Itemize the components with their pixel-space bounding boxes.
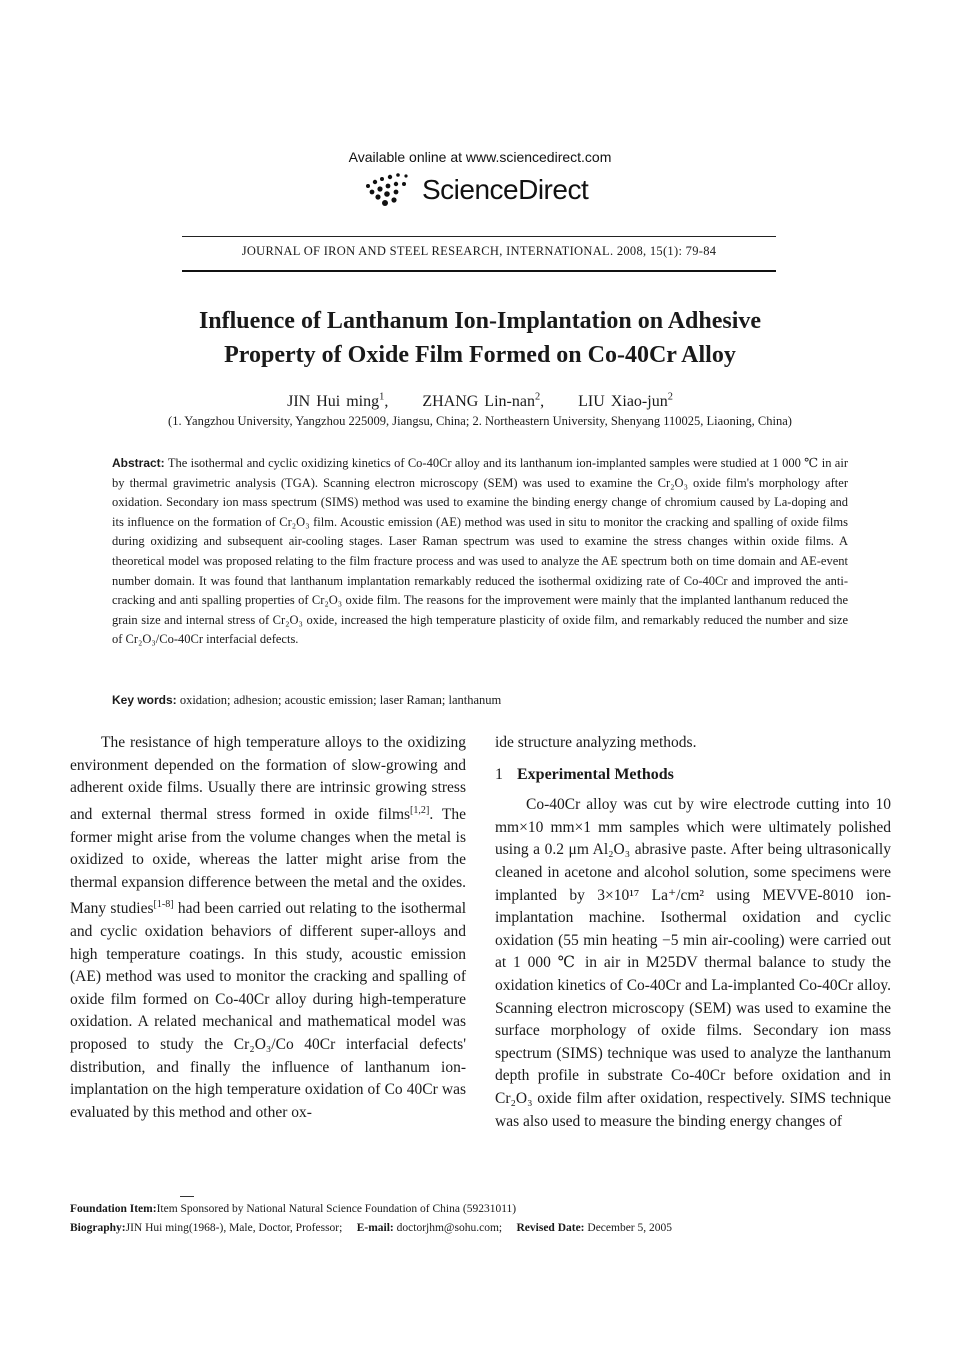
- section-title: Experimental Methods: [517, 765, 674, 783]
- sciencedirect-dots-icon: [360, 172, 416, 210]
- author: ZHANG Lin-nan$^2$,: [422, 392, 545, 411]
- footnote-rule: [180, 1196, 194, 1197]
- journal-citation: JOURNAL OF IRON AND STEEL RESEARCH, INTERNATIONAL. 2008, 15(1): 79-84: [241, 244, 717, 258]
- biography-footnote: [70, 1222, 910, 1234]
- sciencedirect-logo: [360, 170, 620, 214]
- citation[interactable]: [1,2]: [410, 804, 430, 816]
- revised-date-text: December 5, 2005: [587, 1222, 673, 1234]
- available-online-note: Available online at www.sciencedirect.com: [348, 149, 612, 165]
- title-line-2: Property of Oxide Film Formed on Co-40Cr Alloy: [224, 342, 736, 368]
- journal-rule-top: [182, 236, 776, 237]
- sciencedirect-wordmark: ScienceDirect: [422, 174, 589, 205]
- keywords-label: Key words:: [112, 693, 177, 707]
- section-heading: [495, 764, 891, 787]
- foundation-text: Item Sponsored by National Natural Science Foundation of China (59231011): [156, 1203, 517, 1215]
- keywords: [112, 693, 848, 708]
- intro-paragraph: The resistance of high temperature alloys to the oxidizing environment depended on the formation of slow-growing and adherent oxide films. Usually there are intrinsic growing stress and external thermal stress formed in oxide films[1,2]. The former might arise from the volume changes when the metal is oxidized to oxide, whereas the latter might arise from the thermal expansion difference between the metal and the oxides. Many studies[1-8] had been carried out relating to the isothermal and cyclic oxidation behaviors of different super-alloys and high temperature coatings. In this study, acoustic emission (AE) method was used to monitor the cracking and spalling of oxide film formed on Co-40Cr alloy during high-temperature oxidation. A related mechanical and mathematical model was proposed to study the Cr₂O₃/Co 40Cr interfacial defects' distribution, and finally the influence of lanthanum ion-implantation on the high temperature oxidation of Co 40Cr was evaluated by this method and other ox-: [70, 734, 467, 1121]
- keywords-text: oxidation; adhesion; acoustic emission; laser Raman; lanthanum: [179, 693, 502, 707]
- affiliations: (1. Yangzhou University, Yangzhou 225009, Jiangsu, China; 2. Northeastern University, Shenyang 110025, Liaoning, China): [168, 414, 792, 428]
- body-column-left: [70, 732, 466, 1124]
- abstract-text: The isothermal and cyclic oxidizing kinetics of Co-40Cr alloy and its lanthanum ion-implanted samples were studied at 1 000 ℃ in air by thermal gravimetric analysis (TGA). Scanning electron microscopy (SEM) was used to examine the Cr₂O₃ oxide film's morphology after oxidation. Secondary ion mass spectrum (SIMS) method was used to examine the binding energy change of chromium caused by La-doping and its influence on the formation of Cr₂O₃ film. Acoustic emission (AE) method was used in situ to monitor the cracking and spalling of oxide films during oxidizing and subsequent air-cooling stages. Laser Raman spectrum was used to examine the stress changes within oxide films. A theoretical model was proposed relating to the film fracture process and was used to analyze the AE spectrum both on time domain and AE-event number domain. It was found that lanthanum implantation remarkably reduced the isothermal oxidizing rate of Co-40Cr and improved the anti-cracking and anti spalling properties of Cr₂O₃ oxide film. The reasons for the improvement were mainly that the implanted lanthanum reduced the grain size and internal stress of Cr₂O₃ oxide, increased the high temperature plasticity of oxide film, and remarkably reduced the number and size of Cr₂O₃/Co-40Cr interfacial defects.: [112, 456, 848, 647]
- biography-text: JIN Hui ming(1968-), Male, Doctor, Professor;: [125, 1222, 343, 1234]
- biography-label: Biography:: [70, 1222, 126, 1234]
- body-column-right: [495, 732, 891, 1133]
- author-list: [0, 392, 960, 411]
- article-title: [0, 304, 960, 372]
- section-number: 1: [495, 765, 503, 783]
- intro-continuation: ide structure analyzing methods.: [495, 734, 697, 751]
- email-text[interactable]: doctorjhm@sohu.com;: [396, 1222, 503, 1234]
- abstract-label: Abstract:: [112, 456, 165, 470]
- title-line-1: Influence of Lanthanum Ion-Implantation on Adhesive: [198, 308, 762, 334]
- methods-paragraph: Co-40Cr alloy was cut by wire electrode cutting into 10 mm×10 mm×1 mm samples which were ultimately polished using a 0.2 μm Al₂O₃ abrasive paste. After being ultrasonically cleaned in acetone and alcohol solution, some specimens were implanted by 3×10¹⁷ La⁺/cm² using MEVVE-8010 ion-implantation machine. Isothermal oxidation and cyclic oxidation (55 min heating −5 min air-cooling) were carried out at 1 000 ℃ in air in M25DV thermal balance to study the oxidation kinetics of Co-40Cr and La-implanted Co-40Cr alloy. Scanning electron microscopy (SEM) was used to examine the surface morphology of oxide films. Secondary ion mass spectrum (SIMS) technique was used to analyze the lanthanum depth profile in substrate Co-40Cr before oxidation and in Cr₂O₃ oxide film after oxidation, respectively. SIMS technique was also used to measure the binding energy changes of: [495, 796, 891, 1130]
- author: LIU Xiao-jun$^2$: [578, 392, 673, 411]
- journal-rule-bottom: [182, 270, 776, 272]
- foundation-footnote: [70, 1203, 910, 1215]
- email-label: E-mail:: [356, 1222, 394, 1234]
- citation[interactable]: [1-8]: [153, 899, 174, 911]
- revised-date-label: Revised Date:: [516, 1222, 585, 1234]
- foundation-label: Foundation Item:: [70, 1203, 157, 1215]
- author: JIN Hui ming$^1$,: [287, 392, 389, 411]
- abstract: [112, 454, 848, 650]
